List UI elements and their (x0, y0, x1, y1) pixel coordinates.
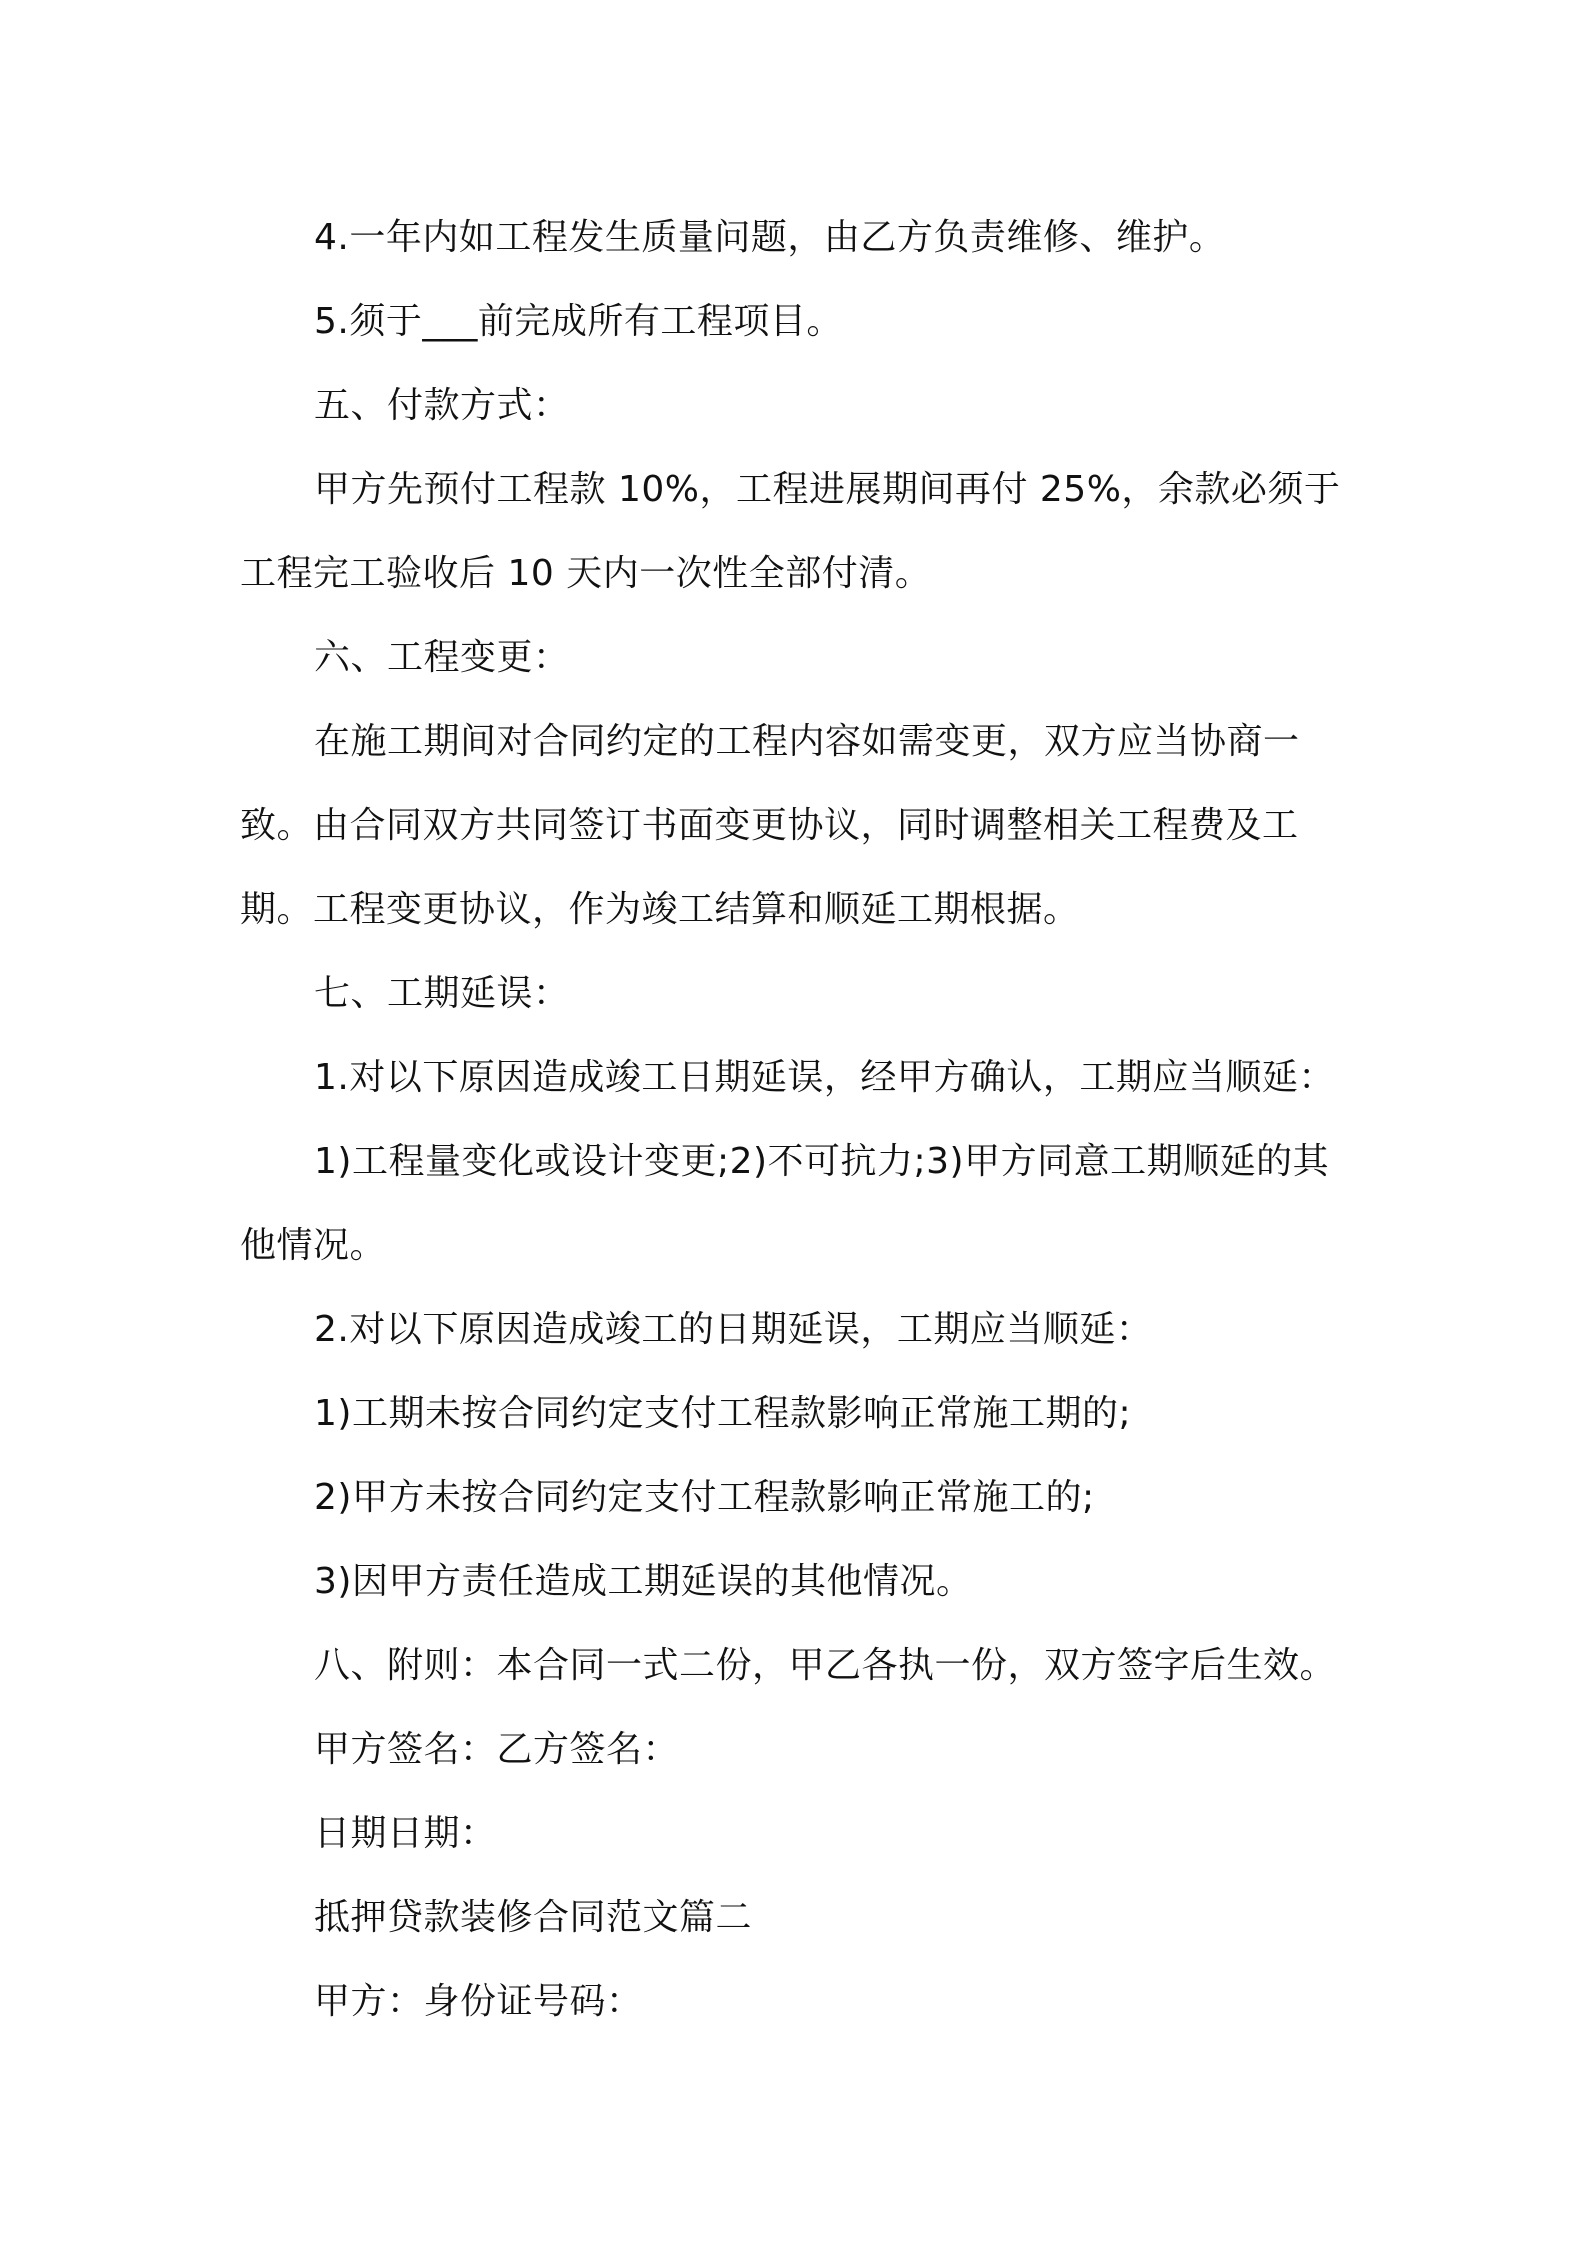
second-contract-title: 抵押贷款装修合同范文篇二 (314, 1897, 753, 1938)
document-body (240, 196, 1360, 2044)
delay-clause-1-items: 1)工程量变化或设计变更;2)不可抗力;3)甲方同意工期顺延的其他情况。 (240, 1141, 1330, 1266)
delay-clause-2-item-2: 2)甲方未按合同约定支付工程款影响正常施工的; (314, 1477, 1095, 1518)
section-heading-payment: 五、付款方式： (314, 385, 570, 426)
signature-line: 甲方签名：乙方签名： (314, 1729, 680, 1770)
section-supplementary-provisions: 八、附则：本合同一式二份，甲乙各执一份，双方签字后生效。 (314, 1645, 1337, 1686)
party-a-id-line: 甲方：身份证号码： (314, 1981, 643, 2022)
delay-clause-2-item-3: 3)因甲方责任造成工期延误的其他情况。 (314, 1561, 973, 1602)
payment-terms-paragraph: 甲方先预付工程款 10%，工程进展期间再付 25%，余款必须于工程完工验收后 10 天内一次性全部付清。 (240, 469, 1341, 594)
section-heading-changes: 六、工程变更： (314, 637, 570, 678)
delay-clause-1: 1.对以下原因造成竣工日期延误，经甲方确认，工期应当顺延： (314, 1057, 1335, 1098)
section-heading-delays: 七、工期延误： (314, 973, 570, 1014)
changes-paragraph: 在施工期间对合同约定的工程内容如需变更，双方应当协商一致。由合同双方共同签订书面变更协议，同时调整相关工程费及工期。工程变更协议，作为竣工结算和顺延工期根据。 (240, 721, 1300, 930)
date-line: 日期日期： (314, 1813, 497, 1854)
clause-completion-deadline: 5.须于___前完成所有工程项目。 (314, 301, 843, 342)
clause-warranty-repair: 4.一年内如工程发生质量问题，由乙方负责维修、维护。 (314, 217, 1226, 258)
delay-clause-2: 2.对以下原因造成竣工的日期延误，工期应当顺延： (314, 1309, 1153, 1350)
delay-clause-2-item-1: 1)工期未按合同约定支付工程款影响正常施工期的; (314, 1393, 1132, 1434)
